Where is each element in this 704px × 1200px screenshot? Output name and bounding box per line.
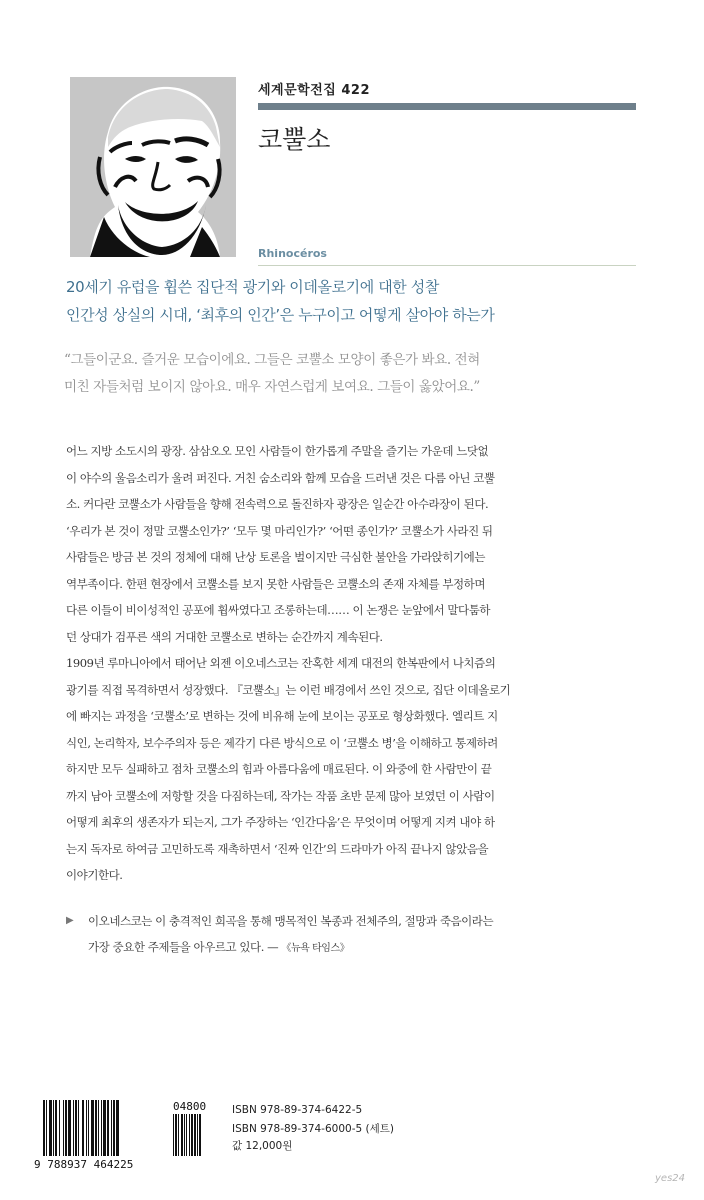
review-line-2-text: 가장 중요한 주제들을 아우르고 있다. — — [88, 940, 279, 954]
synopsis-line: 사람들은 방금 본 것의 정체에 대해 난상 토론을 벌이지만 극심한 불안을 가라앉히기에는 — [66, 550, 485, 564]
review-line-2 — [88, 934, 648, 962]
synopsis-line: 던 상대가 검푸른 색의 거대한 코뿔소로 변하는 순간까지 계속된다. — [66, 629, 383, 644]
price: 값 12,000원 — [232, 1140, 293, 1152]
synopsis-line: ‘우리가 본 것이 정말 코뿔소인가?’ ‘모두 몇 마리인가?’ ‘어떤 종인가?’ 코뿔소가 사라진 뒤 — [66, 523, 493, 538]
synopsis-line: 이야기한다. — [66, 868, 123, 882]
synopsis-line: 역부족이다. 한편 현장에서 코뿔소를 보지 못한 사람들은 코뿔소의 존재 자체를 부정하며 — [66, 576, 485, 591]
tagline-1: 20세기 유럽을 휩쓴 집단적 광기와 이데올로기에 대한 성찰 — [66, 278, 439, 296]
synopsis-line: 에 빠지는 과정을 ‘코뿔소’로 변하는 것에 비유해 눈에 보이는 공포로 형상화했다. 엘리트 지 — [66, 709, 498, 723]
isbn-set-line: ISBN 978-89-374-6000-5 (세트) — [232, 1123, 394, 1135]
series-label: 세계문학전집 422 — [258, 83, 371, 98]
synopsis-line: 는지 독자로 하여금 고민하도록 재촉하면서 ‘진짜 인간’의 드라마가 아직 끝나지 않았음을 — [66, 841, 489, 856]
synopsis — [66, 438, 640, 889]
watermark-logo: yes24 — [655, 1173, 686, 1184]
barcode — [33, 1100, 223, 1170]
synopsis-line: 소. 커다란 코뿔소가 사람들을 향해 전속력으로 돌진하자 광장은 일순간 아수라장이 된다. — [66, 497, 489, 511]
review-line-1: 이오네스코는 이 충격적인 희곡을 통해 맹목적인 복종과 전체주의, 절망과 죽음이라는 — [88, 914, 494, 928]
triangle-bullet-icon: ▶ — [66, 915, 74, 926]
original-title-divider — [258, 265, 636, 266]
synopsis-line: 까지 남아 코뿔소에 저항할 것을 다짐하는데, 작가는 작품 초반 문제 많아 보였던 이 사람이 — [66, 788, 495, 803]
tagline-2: 인간성 상실의 시대, ‘최후의 인간’은 누구이고 어떻게 살아야 하는가 — [66, 306, 495, 324]
synopsis-line: 광기를 직접 목격하면서 성장했다. 『코뿔소』는 이런 배경에서 쓰인 것으로, 집단 이데올로기 — [66, 682, 511, 697]
synopsis-line: 이 야수의 울음소리가 울려 퍼진다. 거친 숨소리와 함께 모습을 드러낸 것은 다름 아닌 코뿔 — [66, 470, 495, 485]
author-portrait — [70, 77, 236, 257]
author-portrait-image — [70, 77, 236, 257]
synopsis-line: 하지만 모두 실패하고 점차 코뿔소의 힘과 아름다움에 매료된다. 이 와중에 한 사람만이 끝 — [66, 762, 492, 776]
synopsis-line: 다른 이들이 비이성적인 공포에 휩싸였다고 조롱하는데…… 이 논쟁은 눈앞에서 말다툼하 — [66, 603, 491, 617]
series-divider-bar — [258, 103, 636, 110]
barcode-number: 9 788937 464225 — [34, 1158, 134, 1170]
book-title: 코뿔소 — [258, 125, 331, 154]
synopsis-line: 어느 지방 소도시의 광장. 삼삼오오 모인 사람들이 한가롭게 주말을 즐기는 가운데 느닷없 — [66, 444, 489, 458]
synopsis-line: 어떻게 최후의 생존자가 되는지, 그가 주장하는 ‘인간다움’은 무엇이며 어떻게 지켜 내야 하 — [66, 815, 495, 829]
synopsis-line: 1909년 루마니아에서 태어난 외젠 이오네스코는 잔혹한 세계 대전의 한복판에서 나치즘의 — [66, 656, 496, 670]
isbn-line: ISBN 978-89-374-6422-5 — [232, 1104, 363, 1116]
quote-line-2: 미친 자들처럼 보이지 않아요. 매우 자연스럽게 보여요. 그들이 옳았어요.” — [64, 379, 480, 395]
barcode-addon-number: 04800 — [173, 1100, 207, 1113]
review-source: 《뉴욕 타임스》 — [281, 943, 350, 954]
quote-line-1: “그들이군요. 즐거운 모습이에요. 그들은 코뿔소 모양이 좋은가 봐요. 전혀 — [64, 352, 480, 368]
synopsis-line: 식인, 논리학자, 보수주의자 등은 제각기 다른 방식으로 이 ‘코뿔소 병’을 이해하고 통제하려 — [66, 735, 498, 750]
original-title: Rhinocéros — [258, 247, 327, 260]
